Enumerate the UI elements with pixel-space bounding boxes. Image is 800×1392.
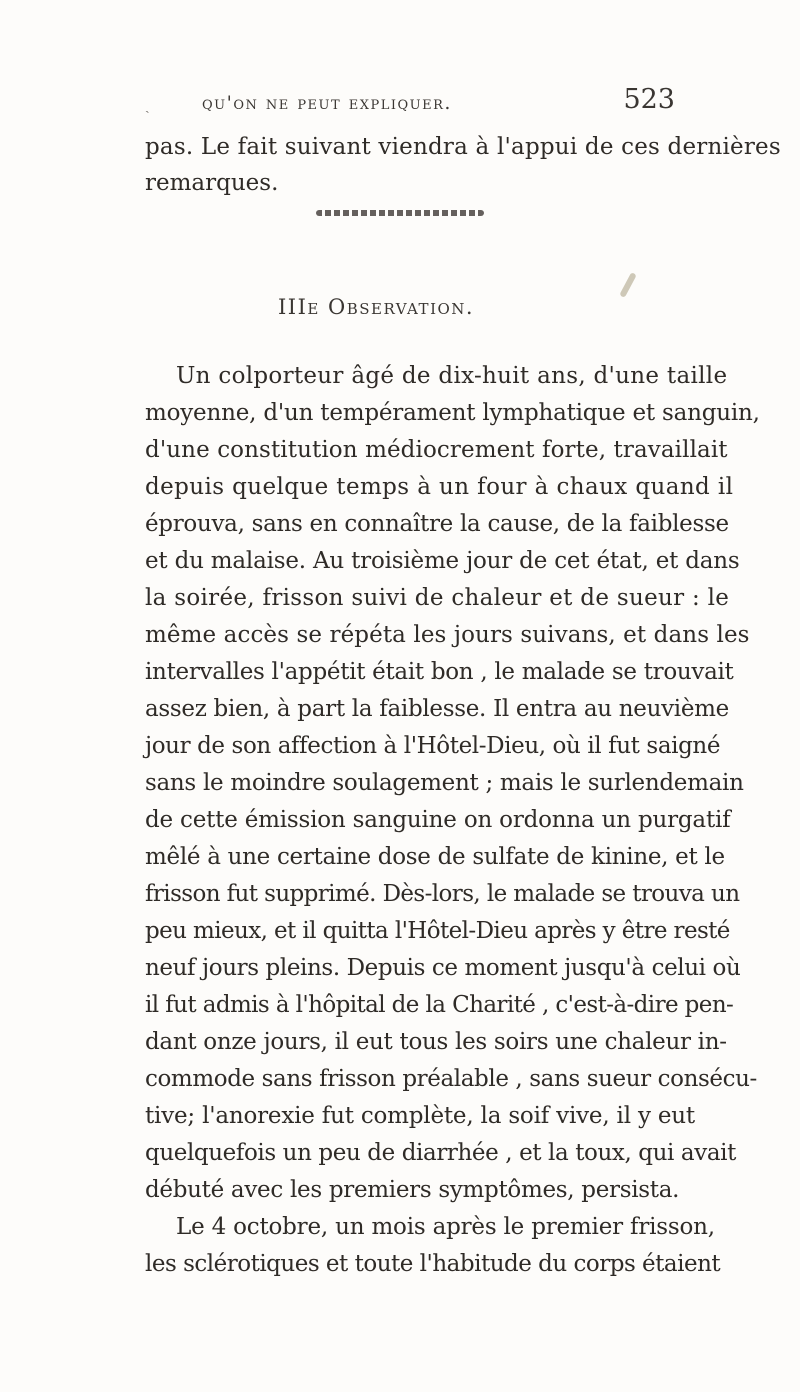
text-line: il fut admis à l'hôpital de la Charité , c'est-à-dire pen-	[145, 992, 734, 1018]
running-head	[145, 76, 675, 116]
text-line: même accès se répéta les jours suivans, et dans les	[145, 622, 750, 648]
text-line: et du malaise. Au troisième jour de cet état, et dans	[145, 548, 740, 574]
ornamental-divider	[316, 210, 484, 216]
text-line: Un colporteur âgé de dix-huit ans, d'une taille	[176, 363, 728, 389]
text-line: Le 4 octobre, un mois après le premier frisson,	[176, 1214, 715, 1240]
text-line: de cette émission sanguine on ordonna un purgatif	[145, 807, 731, 833]
text-line: depuis quelque temps à un four à chaux quand il	[145, 474, 734, 500]
text-line: la soirée, frisson suivi de chaleur et de sueur : le	[145, 585, 730, 611]
ink-smudge	[619, 272, 637, 298]
printer-mark: ˏ	[145, 98, 150, 114]
text-line: éprouva, sans en connaître la cause, de la faiblesse	[145, 511, 729, 537]
text-line: intervalles l'appétit était bon , le malade se trouvait	[145, 659, 734, 685]
running-title: qu'on ne peut expliquer.	[202, 92, 452, 114]
text-line: commode sans frisson préalable , sans sueur consécu-	[145, 1066, 757, 1092]
text-line: neuf jours pleins. Depuis ce moment jusqu'à celui où	[145, 955, 741, 981]
text-line: quelquefois un peu de diarrhée , et la toux, qui avait	[145, 1140, 736, 1166]
text-line: les sclérotiques et toute l'habitude du corps étaient	[145, 1251, 721, 1277]
text-line: tive; l'anorexie fut complète, la soif vive, il y eut	[145, 1103, 695, 1129]
text-line: débuté avec les premiers symptômes, persista.	[145, 1177, 680, 1203]
text-line: frisson fut supprimé. Dès-lors, le malade se trouva un	[145, 881, 740, 907]
text-line: d'une constitution médiocrement forte, travaillait	[145, 437, 728, 463]
text-line: dant onze jours, il eut tous les soirs une chaleur in-	[145, 1029, 727, 1055]
section-heading: IIIe Observation.	[278, 295, 475, 319]
text-line: peu mieux, et il quitta l'Hôtel-Dieu après y être resté	[145, 918, 730, 944]
text-line: sans le moindre soulagement ; mais le surlendemain	[145, 770, 744, 796]
text-line: remarques.	[145, 170, 279, 196]
text-line: assez bien, à part la faiblesse. Il entra au neuvième	[145, 696, 729, 722]
text-line: jour de son affection à l'Hôtel-Dieu, où il fut saigné	[145, 733, 721, 759]
page-number: 523	[623, 84, 675, 115]
text-line: moyenne, d'un tempérament lymphatique et sanguin,	[145, 400, 760, 426]
text-line: pas. Le fait suivant viendra à l'appui de ces dernières	[145, 134, 781, 160]
text-line: mêlé à une certaine dose de sulfate de kinine, et le	[145, 844, 725, 870]
